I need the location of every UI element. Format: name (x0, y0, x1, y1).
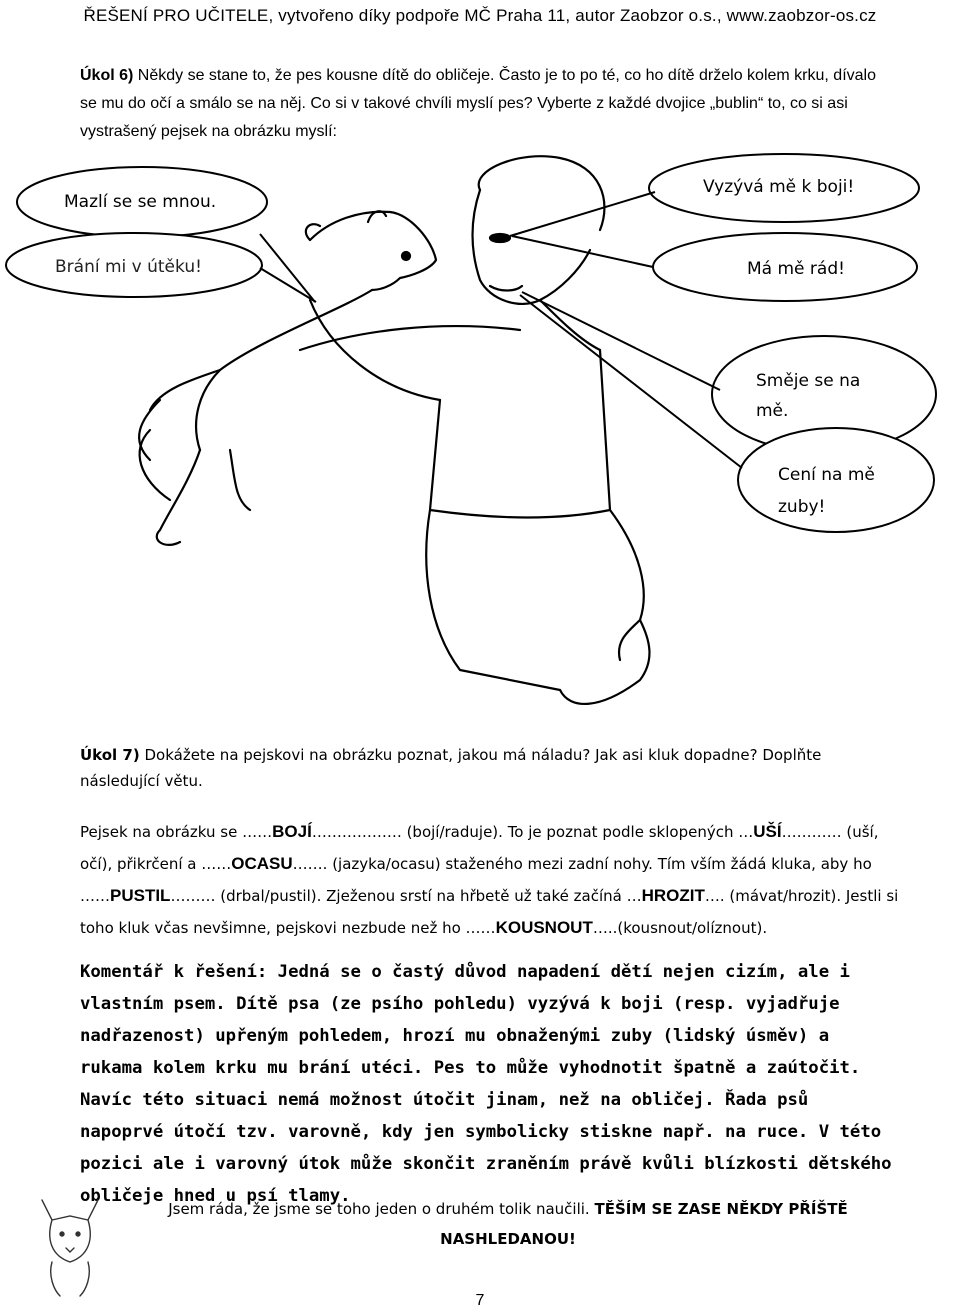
bubble-6-text-line1: Cení na mě (778, 465, 875, 485)
bubble-4-text: Má mě rád! (747, 259, 845, 279)
sentence-part-3: ………… (uší, očí), přikrčení a …… (80, 823, 879, 873)
task-6 (80, 62, 880, 146)
answer-1[interactable]: BOJÍ (272, 822, 312, 841)
boy-drawing (300, 156, 649, 704)
footer-caps: TĚŠÍM SE ZASE NĚKDY PŘÍŠTĚ NASHLEDANOU! (440, 1200, 848, 1248)
page-number: 7 (475, 1292, 485, 1309)
sentence-part-4: ……. (jazyka/ocasu) staženého mezi zadní nohy. Tím vším žádá kluka, aby ho …… (80, 855, 872, 905)
sentence-part-6: …. (mávat/hrozit). Jestli si toho kluk včas nevšimne, pejskovi nezbude než ho …… (80, 887, 899, 937)
bubble-5-text-line1: Směje se na (756, 371, 861, 391)
sentence-part-5: ……… (drbal/pustil). Zježenou srstí na hřbetě už také začíná … (170, 887, 642, 905)
bubble-2-text: Brání mi v útěku! (55, 257, 202, 277)
bubble-3-text: Vyzývá mě k boji! (703, 177, 855, 197)
answer-6[interactable]: KOUSNOUT (495, 918, 593, 937)
footer-message (158, 1194, 858, 1254)
task-7 (80, 742, 900, 794)
footer-text: Jsem ráda, že jsme se toho jeden o druhém tolik naučili. (168, 1200, 595, 1218)
page-header: ŘEŠENÍ PRO UČITELE, vytvořeno díky podpoře MČ Praha 11, autor Zaobzor o.s., www.zaobzor-os.cz (83, 6, 877, 25)
task-7-label: Úkol 7) (80, 746, 140, 764)
answer-3[interactable]: OCASU (231, 854, 293, 873)
sentence-part-2: ……………… (bojí/raduje). To je poznat podle sklopených … (311, 823, 754, 841)
answer-2[interactable]: UŠÍ (753, 822, 782, 841)
answer-4[interactable]: PUSTIL (110, 886, 171, 905)
bubble-6-text-line2: zuby! (778, 497, 826, 517)
task-7-text: Dokážete na pejskovi na obrázku poznat, jakou má náladu? Jak asi kluk dopadne? Doplňte následující větu. (80, 746, 822, 790)
dog-sketch-icon (30, 1190, 110, 1300)
bubble-5-text-line2: mě. (756, 401, 789, 421)
bubble-1-text: Mazlí se se mnou. (64, 192, 217, 212)
solution-comment: Komentář k řešení: Jedná se o častý důvod napadení dětí nejen cizím, ale i vlastním psem. Dítě psa (ze psího pohledu) vyzývá k boji (resp. vyjadřuje nadřazenost) upřeným pohledem, hrozí mu obnaženými zuby (lidský úsměv) a rukama kolem krku mu brání utéci. Pes to může vyhodnotit špatně a zaútočit. Navíc této situaci nemá možnost útočit jinam, než na obličej. Řada psů napoprvé útočí tzv. varovně, kdy jen symbolicky stiskne např. na ruce. V této pozici ale i varovný útok může skončit zraněním právě kvůli blízkosti dětského obličeje hned u psí tlamy. (80, 962, 892, 1206)
answer-5[interactable]: HROZIT (641, 886, 705, 905)
task-6-text: Někdy se stane to, že pes kousne dítě do obličeje. Často je to po té, co ho dítě drželo kolem krku, dívalo se mu do očí a smálo se na něj. Co si v takové chvíli myslí pes? Vyberte z každé dvojice „bublin“ to, co si asi vystrašený pejsek na obrázku myslí: (80, 67, 876, 140)
illustration (0, 150, 960, 730)
sentence-part-1: Pejsek na obrázku se …… (80, 823, 273, 841)
fill-in-sentence (80, 816, 900, 944)
sentence-part-7: …..(kousnout/olíznout). (592, 919, 768, 937)
task-6-label: Úkol 6) (80, 67, 134, 84)
